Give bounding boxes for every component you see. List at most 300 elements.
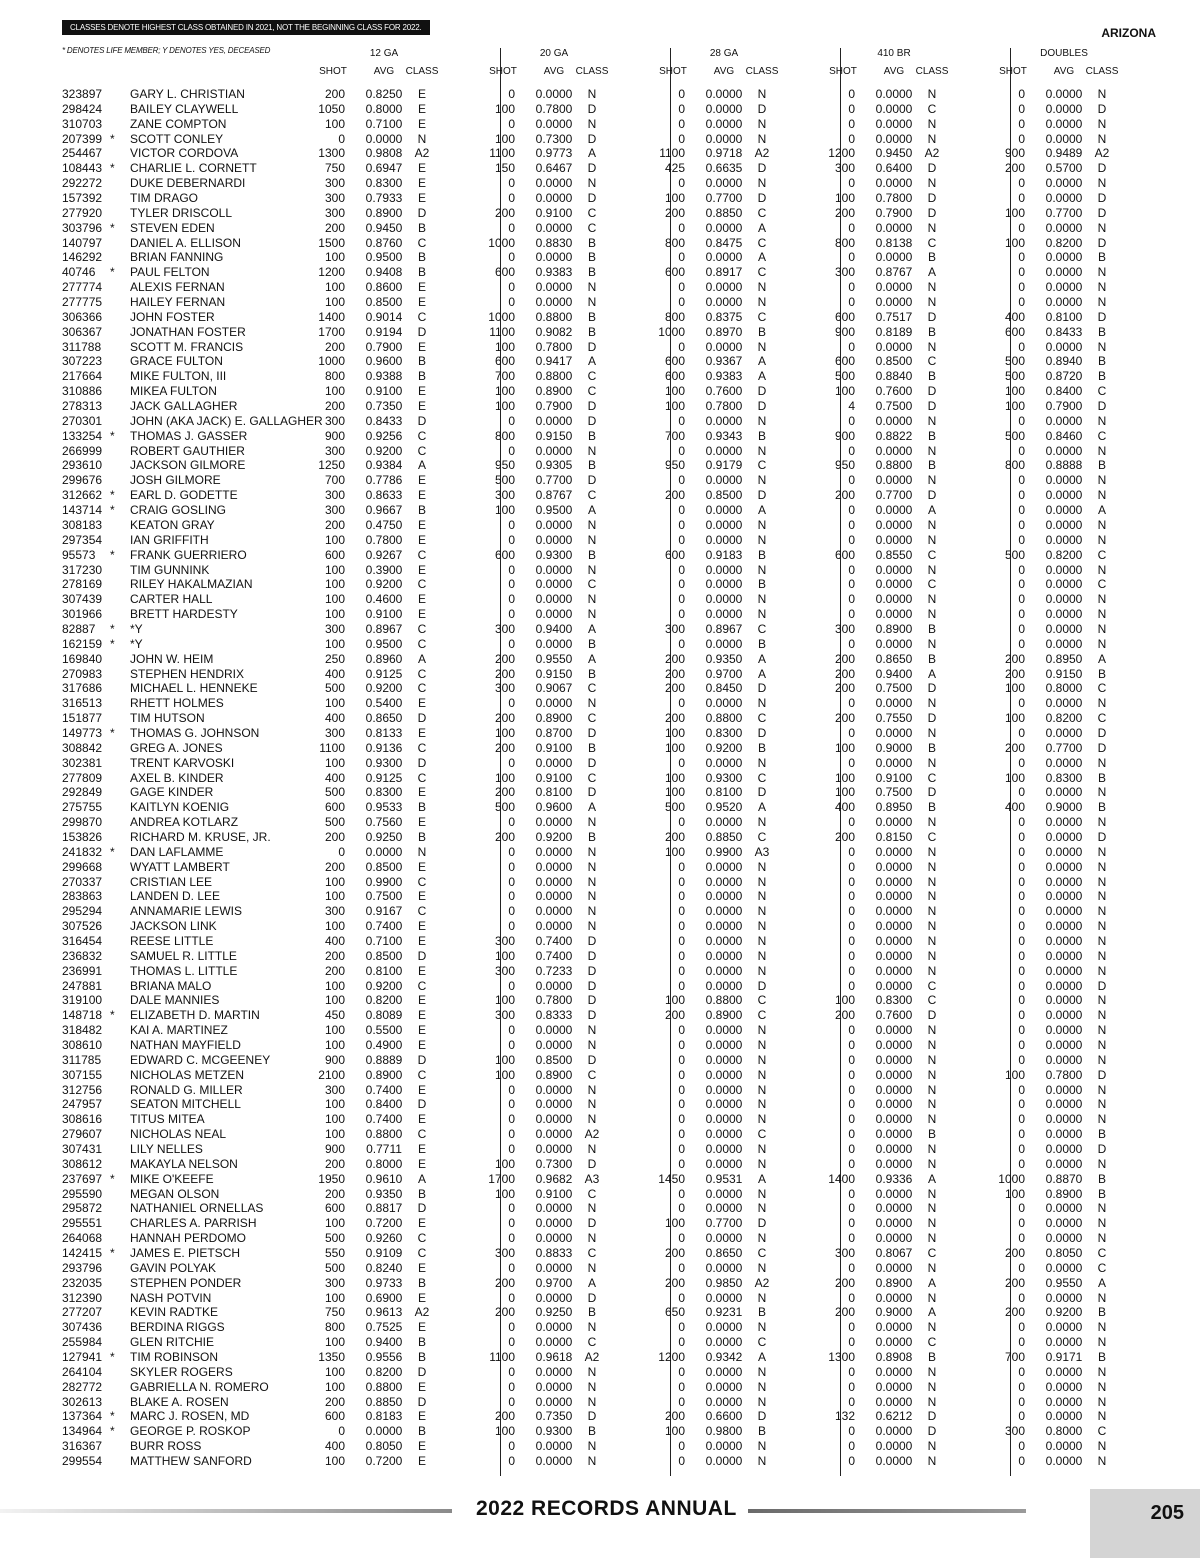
shot-count: 0 bbox=[1018, 755, 1025, 770]
shot-count: 0 bbox=[678, 1439, 685, 1454]
class-value: D bbox=[587, 978, 597, 993]
class-value: D bbox=[587, 1156, 597, 1171]
subheader-class: CLASS bbox=[1085, 66, 1119, 77]
average: 0.0000 bbox=[875, 592, 913, 607]
average: 0.0000 bbox=[1045, 1290, 1083, 1305]
shot-count: 200 bbox=[324, 1186, 345, 1201]
class-value: C bbox=[927, 1246, 937, 1261]
table-row bbox=[62, 354, 1158, 369]
shot-count: 200 bbox=[494, 711, 515, 726]
group-title: 410 BR bbox=[877, 48, 911, 59]
shot-count: 300 bbox=[324, 191, 345, 206]
shot-count: 200 bbox=[834, 681, 855, 696]
class-value: B bbox=[417, 265, 426, 280]
class-value: N bbox=[1097, 1038, 1107, 1052]
class-value: N bbox=[587, 1038, 597, 1052]
shot-count: 0 bbox=[678, 295, 685, 310]
class-value: N bbox=[757, 607, 767, 622]
class-value: N bbox=[927, 517, 937, 532]
shot-count: 0 bbox=[1018, 1082, 1025, 1097]
table-row bbox=[62, 1097, 1158, 1112]
average: 0.9171 bbox=[1045, 1350, 1083, 1365]
class-value: B bbox=[1097, 1127, 1106, 1142]
member-id: 311785 bbox=[62, 1052, 102, 1067]
class-value: C bbox=[587, 770, 597, 785]
class-value: N bbox=[587, 1231, 597, 1246]
class-value: N bbox=[1097, 443, 1107, 458]
shot-count: 0 bbox=[508, 1082, 515, 1097]
class-value: B bbox=[927, 324, 936, 339]
shooter-name: SAMUEL R. LITTLE bbox=[130, 948, 237, 963]
shooter-name: VICTOR CORDOVA bbox=[130, 146, 239, 161]
shooter-name: JONATHAN FOSTER bbox=[130, 324, 246, 339]
member-id: 299870 bbox=[62, 815, 103, 830]
shot-count: 500 bbox=[1004, 369, 1025, 384]
average: 0.9150 bbox=[535, 428, 573, 443]
table-row bbox=[62, 146, 1158, 161]
class-value: E bbox=[417, 1082, 426, 1097]
average: 0.0000 bbox=[875, 339, 913, 354]
average: 0.0000 bbox=[705, 1231, 743, 1246]
class-value: N bbox=[1097, 176, 1107, 191]
class-value: E bbox=[417, 488, 426, 503]
table-row bbox=[62, 607, 1158, 622]
average: 0.0000 bbox=[875, 948, 913, 963]
class-value: C bbox=[587, 220, 597, 235]
shot-count: 100 bbox=[324, 636, 345, 651]
shooter-name: ROBERT GAUTHIER bbox=[130, 443, 245, 458]
table-row bbox=[62, 741, 1158, 756]
member-id: 247881 bbox=[62, 978, 103, 993]
member-id: 307223 bbox=[62, 354, 103, 369]
member-id: 282772 bbox=[62, 1379, 103, 1394]
class-value: E bbox=[417, 1260, 426, 1275]
average: 0.7800 bbox=[1045, 1067, 1083, 1082]
class-value: A bbox=[587, 621, 596, 636]
class-value: E bbox=[417, 1216, 426, 1231]
shot-count: 650 bbox=[664, 1305, 685, 1320]
class-value: A2 bbox=[414, 146, 430, 161]
shot-count: 600 bbox=[834, 547, 855, 562]
class-value: B bbox=[757, 547, 766, 562]
class-value: A2 bbox=[754, 146, 770, 161]
shot-count: 100 bbox=[324, 562, 345, 577]
shot-count: 0 bbox=[848, 1231, 855, 1246]
class-value: A bbox=[587, 800, 596, 815]
average: 0.0000 bbox=[535, 1290, 573, 1305]
average: 0.0000 bbox=[705, 116, 743, 131]
shot-count: 200 bbox=[664, 1246, 685, 1261]
average: 0.8500 bbox=[365, 948, 403, 963]
class-value: N bbox=[927, 592, 937, 607]
shot-count: 100 bbox=[834, 993, 855, 1008]
average: 0.0000 bbox=[875, 562, 913, 577]
shot-count: 300 bbox=[494, 681, 515, 696]
class-value: N bbox=[587, 1320, 597, 1335]
average: 0.0000 bbox=[535, 295, 573, 310]
average: 0.0000 bbox=[1045, 1335, 1083, 1350]
shooter-name: JOHN (AKA JACK) E. GALLAGHER bbox=[130, 413, 323, 428]
class-value: N bbox=[757, 1260, 767, 1275]
shot-count: 0 bbox=[1018, 948, 1025, 963]
shot-count: 0 bbox=[678, 1394, 685, 1409]
average: 0.8760 bbox=[365, 235, 403, 250]
shot-count: 200 bbox=[324, 829, 345, 844]
shot-count: 100 bbox=[324, 384, 345, 399]
class-value: N bbox=[1097, 621, 1107, 636]
shooter-name: BURR ROSS bbox=[130, 1439, 202, 1454]
shot-count: 0 bbox=[678, 636, 685, 651]
average: 0.9610 bbox=[365, 1171, 403, 1186]
table-row bbox=[62, 904, 1158, 919]
member-id: 162159 bbox=[62, 636, 103, 651]
class-value: C bbox=[757, 1335, 767, 1350]
average: 0.0000 bbox=[875, 978, 913, 993]
class-value: A bbox=[417, 458, 426, 473]
class-value: N bbox=[757, 1379, 767, 1394]
subheader-avg: AVG bbox=[713, 66, 735, 77]
shot-count: 750 bbox=[324, 1305, 345, 1320]
average: 0.0000 bbox=[1045, 1394, 1083, 1409]
class-value: C bbox=[927, 101, 937, 116]
shot-count: 500 bbox=[324, 785, 345, 800]
average: 0.8300 bbox=[365, 785, 403, 800]
average: 0.9400 bbox=[365, 1335, 403, 1350]
shot-count: 0 bbox=[1018, 1127, 1025, 1142]
average: 0.0000 bbox=[875, 413, 913, 428]
class-value: N bbox=[927, 1439, 937, 1454]
average: 0.9500 bbox=[535, 503, 573, 518]
class-value: D bbox=[587, 413, 597, 428]
average: 0.8300 bbox=[365, 176, 403, 191]
life-member-mark: * bbox=[110, 1424, 115, 1439]
shooter-name: NATHANIEL ORNELLAS bbox=[130, 1201, 264, 1216]
class-value: E bbox=[417, 725, 426, 740]
class-value: N bbox=[757, 1142, 767, 1157]
class-value: N bbox=[757, 874, 767, 889]
shooter-name: DUKE DEBERNARDI bbox=[130, 176, 246, 191]
member-id: 236991 bbox=[62, 963, 103, 978]
average: 0.7300 bbox=[535, 131, 573, 146]
shot-count: 1000 bbox=[488, 309, 515, 324]
shot-count: 600 bbox=[664, 354, 685, 369]
member-id: 301966 bbox=[62, 607, 103, 622]
class-value: N bbox=[757, 889, 767, 904]
average: 0.0000 bbox=[1045, 517, 1083, 532]
class-value: A3 bbox=[754, 844, 770, 859]
average: 0.0000 bbox=[1045, 532, 1083, 547]
average: 0.0000 bbox=[705, 1082, 743, 1097]
table-row bbox=[62, 310, 1158, 325]
shot-count: 100 bbox=[1004, 384, 1025, 399]
average: 0.9100 bbox=[535, 1186, 573, 1201]
class-value: N bbox=[587, 1112, 597, 1127]
member-id: 134964 bbox=[62, 1424, 103, 1439]
average: 0.8888 bbox=[1045, 458, 1083, 473]
shot-count: 0 bbox=[1018, 577, 1025, 592]
class-value: N bbox=[757, 1186, 767, 1201]
shot-count: 100 bbox=[1004, 1067, 1025, 1082]
class-value: B bbox=[587, 250, 596, 265]
average: 0.8870 bbox=[1045, 1171, 1083, 1186]
shot-count: 0 bbox=[1018, 1379, 1025, 1394]
shot-count: 500 bbox=[664, 800, 685, 815]
class-value: N bbox=[1097, 413, 1107, 428]
member-id: 207399 bbox=[62, 131, 103, 146]
class-value: N bbox=[927, 1097, 937, 1112]
shot-count: 0 bbox=[1018, 889, 1025, 904]
class-value: C bbox=[417, 547, 427, 562]
average: 0.8900 bbox=[875, 1275, 913, 1290]
class-value: N bbox=[927, 1394, 937, 1409]
shot-count: 100 bbox=[324, 1364, 345, 1379]
member-id: 317230 bbox=[62, 562, 103, 577]
shot-count: 0 bbox=[678, 220, 685, 235]
shooter-name: CHARLES A. PARRISH bbox=[130, 1216, 257, 1231]
shot-count: 900 bbox=[324, 1142, 345, 1157]
average: 0.0000 bbox=[1045, 562, 1083, 577]
average: 0.4900 bbox=[365, 1038, 403, 1052]
average: 0.7350 bbox=[365, 399, 403, 414]
class-value: D bbox=[757, 681, 767, 696]
shot-count: 200 bbox=[494, 740, 515, 755]
shot-count: 0 bbox=[848, 815, 855, 830]
shot-count: 0 bbox=[848, 1290, 855, 1305]
shot-count: 500 bbox=[1004, 354, 1025, 369]
shot-count: 0 bbox=[848, 250, 855, 265]
shooter-name: GABRIELLA N. ROMERO bbox=[130, 1379, 269, 1394]
shot-count: 300 bbox=[324, 176, 345, 191]
shot-count: 0 bbox=[848, 101, 855, 116]
average: 0.9450 bbox=[875, 146, 913, 161]
average: 0.8917 bbox=[705, 265, 743, 280]
average: 0.8138 bbox=[875, 235, 913, 250]
average: 0.9200 bbox=[1045, 1305, 1083, 1320]
shot-count: 200 bbox=[324, 948, 345, 963]
average: 0.0000 bbox=[535, 1112, 573, 1127]
average: 0.0000 bbox=[535, 1260, 573, 1275]
member-id: 308842 bbox=[62, 740, 103, 755]
shot-count: 0 bbox=[508, 1216, 515, 1231]
average: 0.9533 bbox=[365, 800, 403, 815]
class-value: N bbox=[927, 295, 937, 310]
shot-count: 0 bbox=[678, 904, 685, 919]
class-value: N bbox=[757, 815, 767, 830]
shot-count: 200 bbox=[834, 711, 855, 726]
average: 0.9250 bbox=[535, 1305, 573, 1320]
shot-count: 0 bbox=[678, 503, 685, 518]
average: 0.4750 bbox=[365, 517, 403, 532]
class-value: N bbox=[927, 413, 937, 428]
class-value: N bbox=[927, 473, 937, 488]
table-row bbox=[62, 1068, 1158, 1083]
average: 0.0000 bbox=[535, 1216, 573, 1231]
class-value: E bbox=[417, 399, 426, 414]
member-id: 311788 bbox=[62, 339, 102, 354]
table-row bbox=[62, 1172, 1158, 1187]
average: 0.7100 bbox=[365, 933, 403, 948]
class-value: N bbox=[587, 904, 597, 919]
shooter-name: RILEY HAKALMAZIAN bbox=[130, 577, 253, 592]
class-value: B bbox=[587, 1305, 596, 1320]
class-value: D bbox=[417, 205, 427, 220]
average: 0.0000 bbox=[535, 859, 573, 874]
shot-count: 0 bbox=[848, 532, 855, 547]
shooter-name: CRAIG GOSLING bbox=[130, 503, 227, 518]
class-value: C bbox=[927, 978, 937, 993]
shot-count: 0 bbox=[1018, 874, 1025, 889]
class-value: N bbox=[1097, 933, 1107, 948]
shot-count: 100 bbox=[1004, 770, 1025, 785]
shot-count: 0 bbox=[508, 874, 515, 889]
member-id: 151877 bbox=[62, 711, 103, 726]
class-value: N bbox=[1097, 859, 1107, 874]
average: 0.0000 bbox=[1045, 1082, 1083, 1097]
class-value: N bbox=[757, 1364, 767, 1379]
shooter-name: ALEXIS FERNAN bbox=[130, 280, 225, 295]
class-value: A3 bbox=[584, 1171, 600, 1186]
average: 0.7700 bbox=[875, 488, 913, 503]
shot-count: 1100 bbox=[489, 146, 515, 161]
shot-count: 100 bbox=[494, 384, 515, 399]
average: 0.0000 bbox=[365, 844, 403, 859]
class-value: N bbox=[1097, 592, 1107, 607]
shot-count: 0 bbox=[508, 191, 515, 206]
average: 0.7350 bbox=[535, 1409, 573, 1424]
shot-count: 600 bbox=[664, 369, 685, 384]
class-value: E bbox=[417, 384, 426, 399]
shot-count: 300 bbox=[494, 488, 515, 503]
class-value: E bbox=[417, 1454, 426, 1469]
class-value: D bbox=[927, 399, 937, 414]
class-value: N bbox=[1097, 517, 1107, 532]
class-value: D bbox=[927, 191, 937, 206]
average: 0.8800 bbox=[875, 458, 913, 473]
class-value: A2 bbox=[584, 1127, 600, 1142]
class-value: B bbox=[587, 309, 596, 324]
shooter-name: THOMAS G. JOHNSON bbox=[130, 725, 260, 740]
average: 0.0000 bbox=[705, 443, 743, 458]
shot-count: 100 bbox=[1004, 399, 1025, 414]
average: 0.5700 bbox=[1045, 161, 1083, 176]
class-value: N bbox=[1097, 1439, 1107, 1454]
shot-count: 200 bbox=[834, 1008, 855, 1023]
shot-count: 0 bbox=[1018, 1320, 1025, 1335]
average: 0.0000 bbox=[1045, 101, 1083, 116]
average: 0.9600 bbox=[535, 800, 573, 815]
shot-count: 0 bbox=[508, 1290, 515, 1305]
life-member-mark: * bbox=[110, 488, 115, 503]
shot-count: 200 bbox=[1004, 1246, 1025, 1261]
class-value: N bbox=[587, 280, 597, 295]
class-value: D bbox=[587, 755, 597, 770]
shot-count: 200 bbox=[834, 205, 855, 220]
table-row bbox=[62, 815, 1158, 830]
average: 0.0000 bbox=[535, 607, 573, 622]
shot-count: 0 bbox=[1018, 116, 1025, 131]
shooter-name: MATTHEW SANFORD bbox=[130, 1454, 252, 1469]
shot-count: 200 bbox=[324, 963, 345, 978]
shot-count: 0 bbox=[678, 1142, 685, 1157]
class-value: N bbox=[1097, 1231, 1107, 1246]
table-row bbox=[62, 711, 1158, 726]
shot-count: 0 bbox=[678, 963, 685, 978]
average: 0.8300 bbox=[705, 725, 743, 740]
class-value: N bbox=[927, 87, 937, 101]
member-id: 303796 bbox=[62, 220, 103, 235]
shot-count: 0 bbox=[678, 1364, 685, 1379]
class-value: C bbox=[417, 235, 427, 250]
shooter-name: MIKE O'KEEFE bbox=[130, 1171, 214, 1186]
class-value: B bbox=[927, 369, 936, 384]
average: 0.5400 bbox=[365, 696, 403, 711]
average: 0.6467 bbox=[535, 161, 573, 176]
shot-count: 1950 bbox=[318, 1171, 345, 1186]
average: 0.0000 bbox=[875, 1364, 913, 1379]
shot-count: 0 bbox=[848, 1082, 855, 1097]
shooter-name: ZANE COMPTON bbox=[130, 116, 227, 131]
class-value: N bbox=[1097, 1023, 1107, 1038]
shot-count: 200 bbox=[664, 829, 685, 844]
average: 0.8100 bbox=[705, 785, 743, 800]
shooter-name: JOSH GILMORE bbox=[130, 473, 221, 488]
class-value: C bbox=[757, 770, 767, 785]
shot-count: 100 bbox=[324, 1379, 345, 1394]
shot-count: 800 bbox=[664, 309, 685, 324]
shot-count: 200 bbox=[664, 666, 685, 681]
class-value: B bbox=[587, 1424, 596, 1439]
shot-count: 100 bbox=[834, 770, 855, 785]
average: 0.0000 bbox=[705, 963, 743, 978]
class-value: N bbox=[587, 517, 597, 532]
class-value: N bbox=[927, 1067, 937, 1082]
average: 0.7550 bbox=[875, 711, 913, 726]
class-value: D bbox=[587, 1216, 597, 1231]
average: 0.0000 bbox=[705, 904, 743, 919]
table-row bbox=[62, 369, 1158, 384]
class-value: N bbox=[587, 532, 597, 547]
average: 0.8900 bbox=[1045, 1186, 1083, 1201]
shot-count: 0 bbox=[1018, 1394, 1025, 1409]
class-value: N bbox=[927, 1260, 937, 1275]
average: 0.7300 bbox=[535, 1156, 573, 1171]
shot-count: 0 bbox=[848, 1424, 855, 1439]
table-row bbox=[62, 221, 1158, 236]
table-row bbox=[62, 652, 1158, 667]
average: 0.0000 bbox=[705, 1439, 743, 1454]
class-value: N bbox=[757, 517, 767, 532]
average: 0.9179 bbox=[705, 458, 743, 473]
class-value: N bbox=[927, 948, 937, 963]
member-id: 142415 bbox=[62, 1246, 103, 1261]
shot-count: 100 bbox=[324, 592, 345, 607]
average: 0.0000 bbox=[875, 1112, 913, 1127]
average: 0.7933 bbox=[365, 191, 403, 206]
shooter-name: BRETT HARDESTY bbox=[130, 607, 238, 622]
shot-count: 0 bbox=[1018, 87, 1025, 101]
shot-count: 300 bbox=[324, 1082, 345, 1097]
class-value: D bbox=[587, 161, 597, 176]
shot-count: 100 bbox=[494, 399, 515, 414]
shot-count: 100 bbox=[834, 191, 855, 206]
shot-count: 0 bbox=[678, 859, 685, 874]
average: 0.0000 bbox=[535, 87, 573, 101]
shot-count: 600 bbox=[324, 800, 345, 815]
shot-count: 0 bbox=[678, 1082, 685, 1097]
average: 0.0000 bbox=[875, 1320, 913, 1335]
shot-count: 0 bbox=[678, 1067, 685, 1082]
average: 0.0000 bbox=[705, 1097, 743, 1112]
